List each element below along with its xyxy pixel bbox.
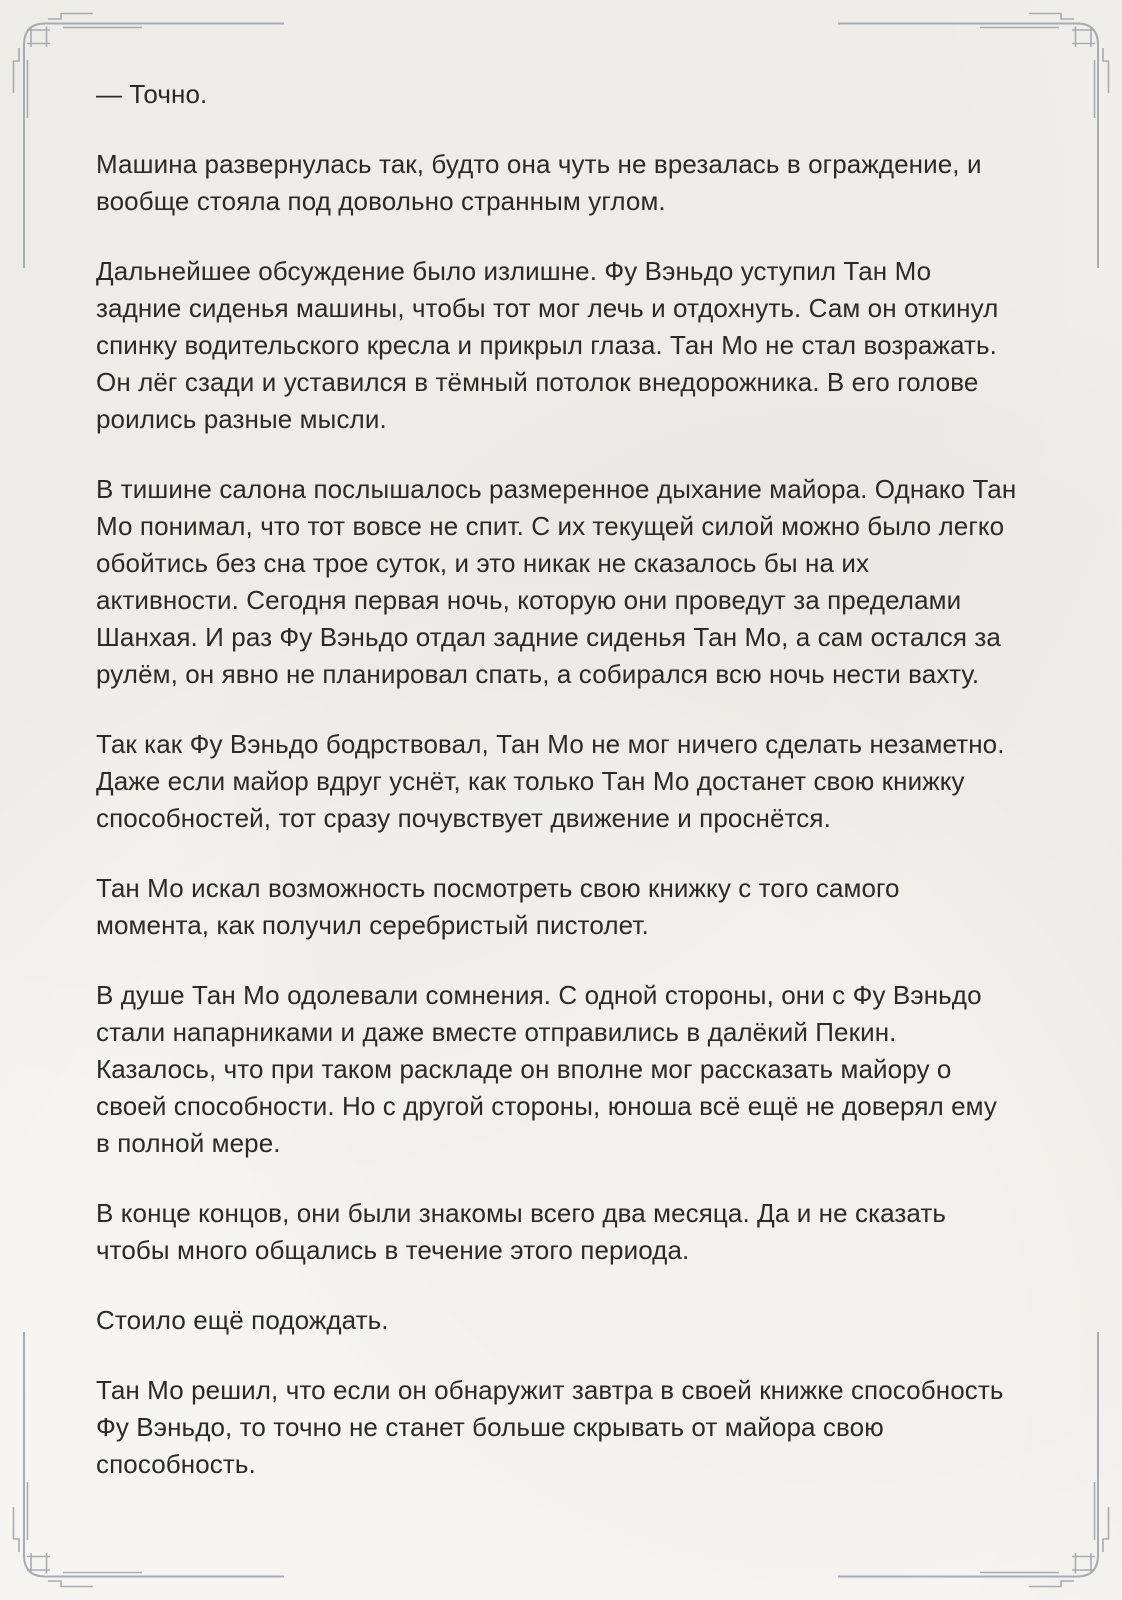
paragraph: Стоило ещё подождать. (96, 1305, 389, 1335)
paragraph: Так как Фу Вэньдо бодрствовал, Тан Мо не мог ничего сделать незаметно. Даже если майор вдруг уснёт, как только Тан Мо достанет свою книжку способностей, тот сразу почувствует движение и проснётся. (96, 729, 1005, 833)
paragraph: В тишине салона послышалось размеренное дыхание майора. Однако Тан Мо понимал, что тот вовсе не спит. С их текущей силой можно было легко обойтись без сна трое суток, и это никак не сказалось бы на их активности. Сегодня первая ночь, которую они проведут за пределами Шанхая. И раз Фу Вэньдо отдал задние сиденья Тан Мо, а сам остался за рулём, он явно не планировал спать, а собирался всю ночь нести вахту. (96, 474, 1017, 689)
page-text (96, 76, 1018, 1516)
paragraph: Тан Мо решил, что если он обнаружит завтра в своей книжке способность Фу Вэньдо, то точно не станет больше скрывать от майора свою способность. (96, 1375, 1004, 1479)
paragraph: Машина развернулась так, будто она чуть не врезалась в ограждение, и вообще стояла под довольно странным углом. (96, 149, 982, 216)
paragraph: — Точно. (96, 79, 208, 109)
paragraph: Дальнейшее обсуждение было излишне. Фу Вэньдо уступил Тан Мо задние сиденья машины, чтобы тот мог лечь и отдохнуть. Сам он откинул спинку водительского кресла и прикрыл глаза. Тан Мо не стал возражать. Он лёг сзади и уставился в тёмный потолок внедорожника. В его голове роились разные мысли. (96, 256, 999, 434)
paragraph: В конце концов, они были знакомы всего два месяца. Да и не сказать чтобы много общались в течение этого периода. (96, 1198, 947, 1265)
paragraph: Тан Мо искал возможность посмотреть свою книжку с того самого момента, как получил серебристый пистолет. (96, 873, 900, 940)
paragraph: В душе Тан Мо одолевали сомнения. С одной стороны, они с Фу Вэньдо стали напарниками и даже вместе отправились в далёкий Пекин. Казалось, что при таком раскладе он вполне мог рассказать майору о своей способности. Но с другой стороны, юноша всё ещё не доверял ему в полной мере. (96, 980, 998, 1158)
